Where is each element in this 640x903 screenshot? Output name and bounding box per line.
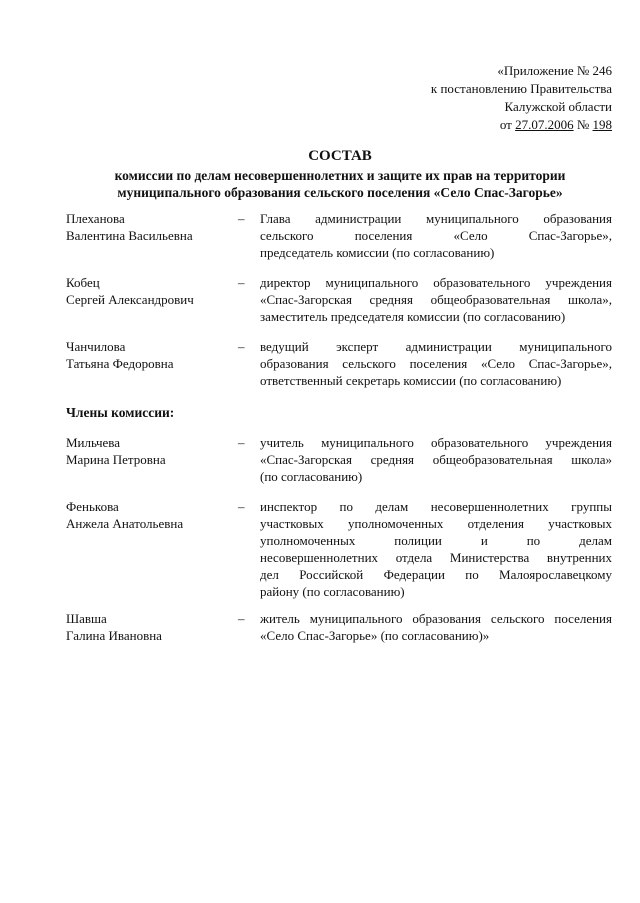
resolution-date: 27.07.2006 xyxy=(515,117,574,132)
member-role xyxy=(260,274,612,325)
dash: – xyxy=(238,499,245,514)
member-surname: Кобец xyxy=(66,275,100,290)
role-line: заместитель председателя комиссии (по согласованию) xyxy=(260,309,566,324)
role-line: Глава администрации муниципального образования xyxy=(260,211,612,226)
role-line: сельского поселения «Село Спас-Загорье», xyxy=(260,228,612,243)
dash: – xyxy=(238,339,245,354)
title-main: СОСТАВ xyxy=(308,148,372,164)
member-given-names: Валентина Васильевна xyxy=(66,228,193,243)
resolution-number: 198 xyxy=(592,117,612,132)
member-name xyxy=(66,210,226,244)
member-given-names: Татьяна Федоровна xyxy=(66,356,174,371)
member-surname: Шавша xyxy=(66,611,107,626)
role-line: учитель муниципального образовательного учреждения xyxy=(260,435,612,450)
member-surname: Мильчева xyxy=(66,435,120,450)
member-name xyxy=(66,610,226,644)
role-line: житель муниципального образования сельского поселения xyxy=(260,611,612,626)
member-name xyxy=(66,434,226,468)
dash: – xyxy=(238,435,245,450)
member-given-names: Марина Петровна xyxy=(66,452,166,467)
role-line: «Спас-Загорская средняя общеобразовательная школа», xyxy=(260,292,612,307)
member-name xyxy=(66,498,226,532)
role-line: несовершеннолетних отдела Министерства внутренних xyxy=(260,550,612,565)
appendix-line: к постановлению Правительства xyxy=(430,81,612,96)
appendix-line: «Приложение № 246 xyxy=(497,63,612,78)
member-role xyxy=(260,610,612,644)
member-given-names: Галина Ивановна xyxy=(66,628,162,643)
member-role xyxy=(260,338,612,389)
member-given-names: Анжела Анатольевна xyxy=(66,516,184,531)
role-line: «Село Спас-Загорье» (по согласованию)» xyxy=(260,628,490,643)
role-line: «Спас-Загорская средняя общеобразовательная школа» xyxy=(260,452,612,467)
member-surname: Плеханова xyxy=(66,211,125,226)
role-line: инспектор по делам несовершеннолетних группы xyxy=(260,499,612,514)
role-line: ответственный секретарь комиссии (по согласованию) xyxy=(260,373,562,388)
members-heading: Члены комиссии: xyxy=(66,405,175,420)
number-sign: № xyxy=(573,117,593,132)
role-line: председатель комиссии (по согласованию) xyxy=(260,245,495,260)
appendix-date-line xyxy=(431,116,612,134)
dash: – xyxy=(238,275,245,290)
member-name xyxy=(66,274,226,308)
role-line: уполномоченных полиции и по делам xyxy=(260,533,612,548)
member-surname: Фенькова xyxy=(66,499,119,514)
role-line: (по согласованию) xyxy=(260,469,363,484)
appendix-line: Калужской области xyxy=(504,99,612,114)
member-role xyxy=(260,498,612,600)
role-line: участковых уполномоченных отделения участковых xyxy=(260,516,612,531)
member-role xyxy=(260,434,612,485)
dash: – xyxy=(238,611,245,626)
title-line: комиссии по делам несовершеннолетних и защите их прав на территории xyxy=(114,168,566,183)
member-role xyxy=(260,210,612,261)
role-line: дел Российской Федерации по Малоярославецкому xyxy=(260,567,612,582)
appendix-header xyxy=(431,62,612,134)
role-line: району (по согласованию) xyxy=(260,584,405,599)
member-given-names: Сергей Александрович xyxy=(66,292,194,307)
document-title xyxy=(40,148,640,201)
member-name xyxy=(66,338,226,372)
role-line: ведущий эксперт администрации муниципального xyxy=(260,339,612,354)
title-line: муниципального образования сельского поселения «Село Спас-Загорье» xyxy=(117,185,563,200)
dash: – xyxy=(238,211,245,226)
role-line: директор муниципального образовательного учреждения xyxy=(260,275,612,290)
date-prefix: от xyxy=(499,117,516,132)
member-surname: Чанчилова xyxy=(66,339,126,354)
role-line: образования сельского поселения «Село Спас-Загорье», xyxy=(260,356,612,371)
